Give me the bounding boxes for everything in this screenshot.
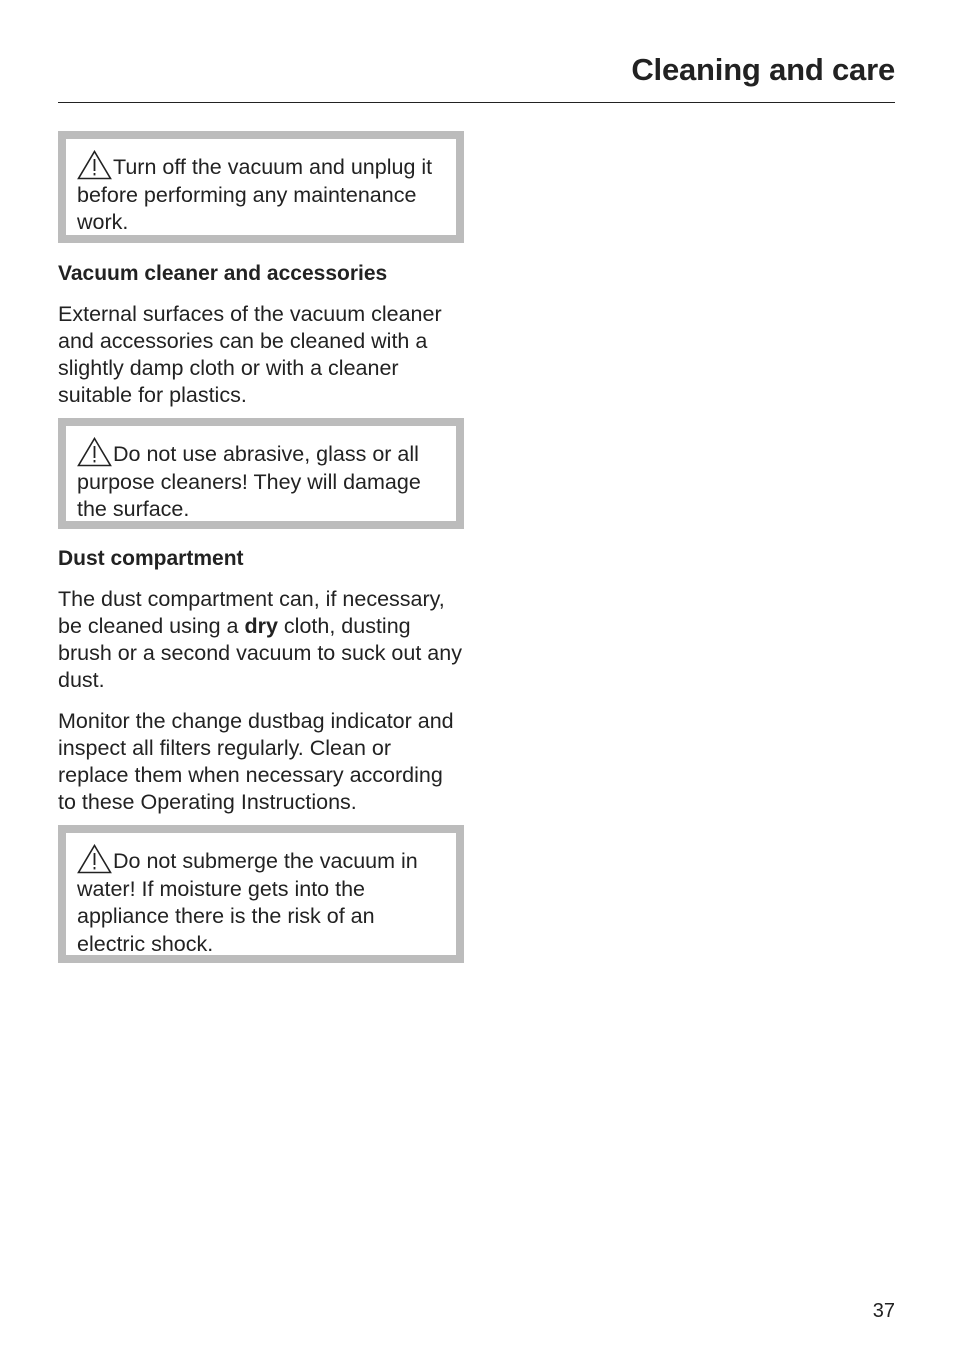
warning-triangle-icon	[77, 150, 112, 180]
page-number: 37	[872, 1300, 895, 1322]
warning-box-unplug	[58, 131, 464, 243]
paragraph-dust-text-1: The dust compartment can, if necessary, be cleaned using a	[58, 587, 445, 638]
warning-triangle-icon	[77, 844, 112, 874]
paragraph-dust-emphasis: dry	[244, 614, 278, 638]
warning-text-abrasive: Do not use abrasive, glass or all purpose cleaners! They will damage the surface.	[77, 442, 421, 521]
warning-text-submerge: Do not submerge the vacuum in water! If moisture gets into the appliance there is the risk of an electric shock.	[77, 849, 418, 956]
content-column	[58, 131, 464, 963]
paragraph-monitor: Monitor the change dustbag indicator and inspect all filters regularly. Clean or replace them when necessary according to these Operating Instructions.	[58, 709, 454, 814]
page-title: Cleaning and care	[631, 52, 895, 87]
paragraph-dust-text-2: cloth, dusting brush or a second vacuum to suck out any dust.	[58, 614, 462, 692]
section-heading-dust: Dust compartment	[58, 547, 244, 570]
warning-text-unplug: Turn off the vacuum and unplug it before performing any maintenance work.	[77, 155, 433, 234]
warning-box-submerge	[58, 825, 464, 963]
paragraph-accessories: External surfaces of the vacuum cleaner and accessories can be cleaned with a slightly damp cloth or with a cleaner suitable for plastics.	[58, 302, 442, 407]
page-header	[58, 50, 895, 103]
warning-box-abrasive	[58, 418, 464, 529]
warning-triangle-icon	[77, 437, 112, 467]
paragraph-dust	[58, 586, 464, 694]
section-heading-accessories: Vacuum cleaner and accessories	[58, 262, 388, 285]
